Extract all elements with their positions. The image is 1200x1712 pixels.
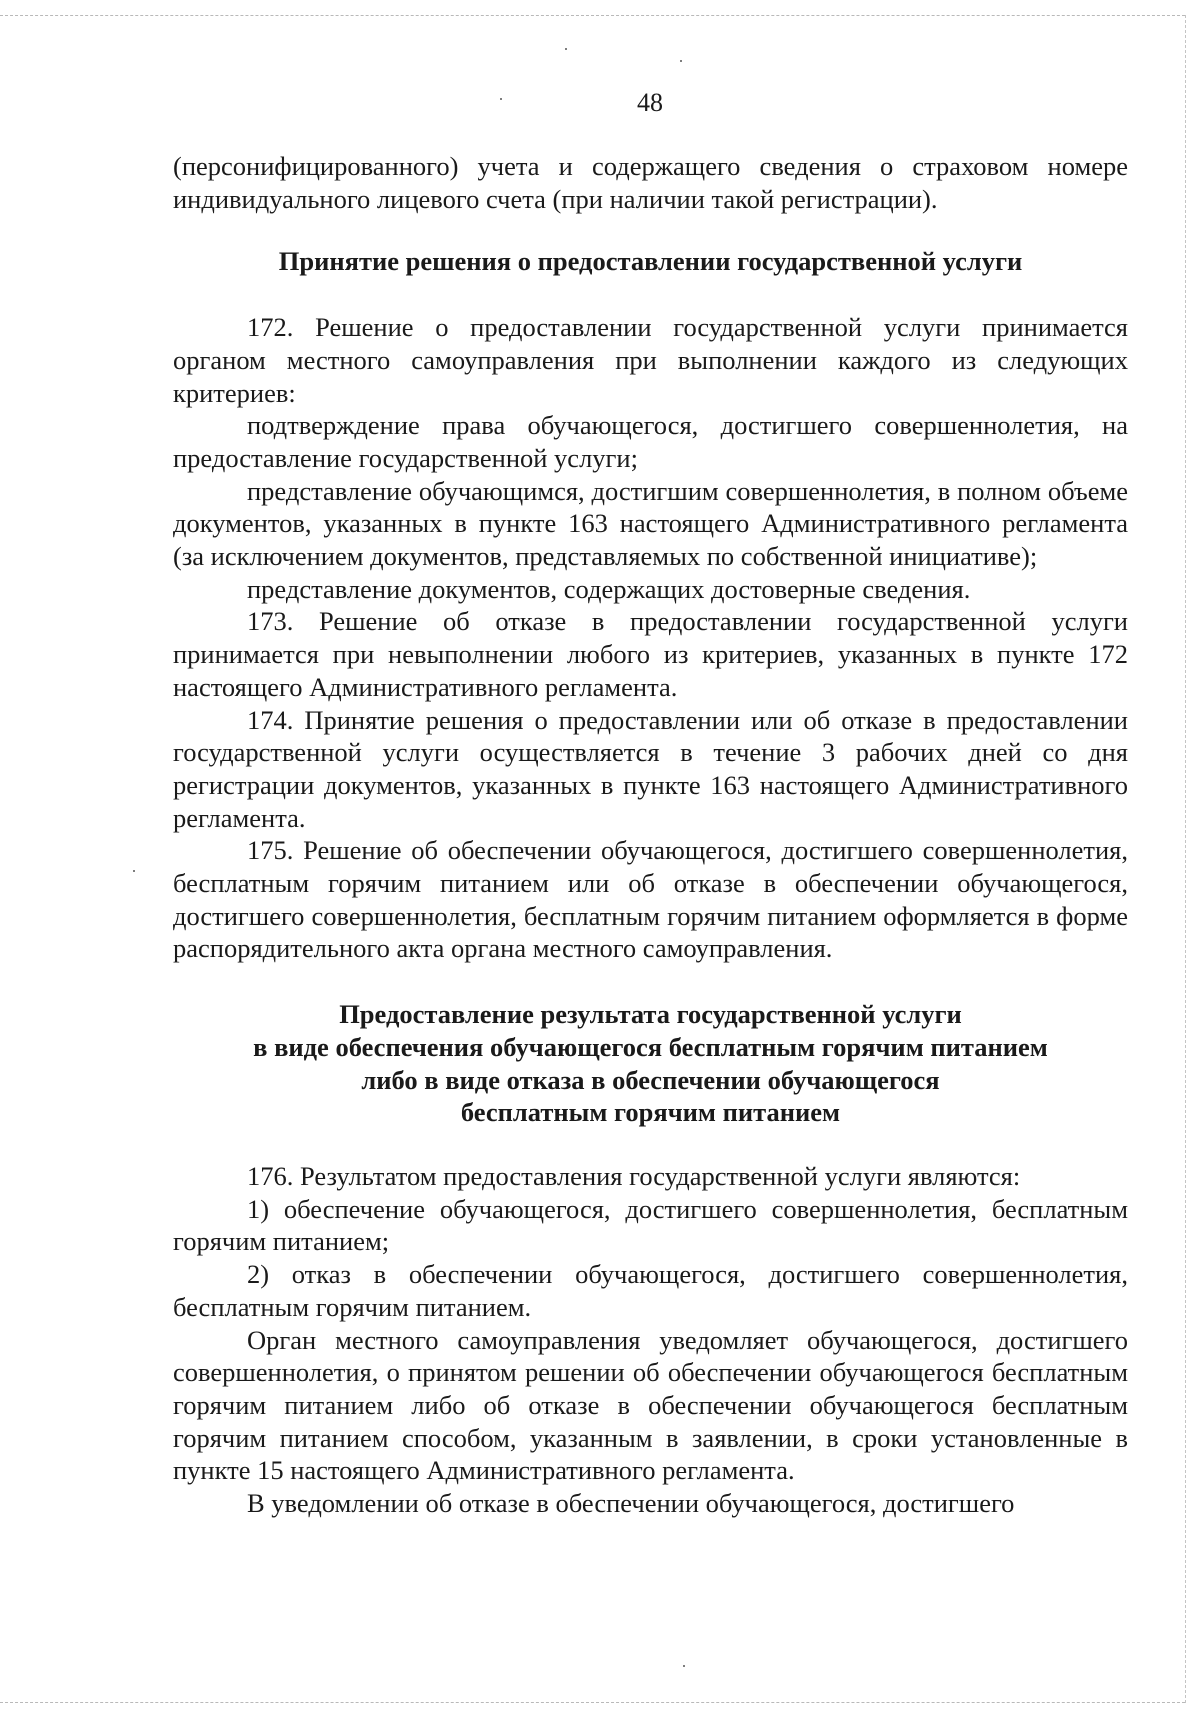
document-body bbox=[173, 150, 1128, 1520]
paragraph-174: 174. Принятие решения о предоставлении или об отказе в предоставлении государственной услуги осуществляется в течение 3 рабочих дней со дня регистрации документов, указанных в пункте 163 настоящего Административного регламента. bbox=[173, 704, 1128, 833]
section-heading-result bbox=[173, 998, 1128, 1129]
paragraph-refusal-notice: В уведомлении об отказе в обеспечении обучающегося, достигшего bbox=[247, 1488, 1015, 1519]
heading-line: в виде обеспечения обучающегося бесплатным горячим питанием bbox=[253, 1031, 1048, 1062]
result-item-1: 1) обеспечение обучающегося, достигшего совершеннолетия, бесплатным горячим питанием; bbox=[173, 1193, 1128, 1257]
paragraph-175: 175. Решение об обеспечении обучающегося, достигшего совершеннолетия, бесплатным горячим питанием или об отказе в обеспечении обучающегося, достигшего совершеннолетия, бесплатным горячим питанием оформляется в форме распорядительного акта органа местного самоуправления. bbox=[173, 835, 1128, 964]
paragraph-notification: Орган местного самоуправления уведомляет обучающегося, достигшего совершеннолетия, о принятом решении об обеспечении обучающегося бесплатным горячим питанием либо об отказе в обеспечении обучающегося бесплатным горячим питанием способом, указанным в заявлении, в сроки установленные в пункте 15 настоящего Административного регламента. bbox=[173, 1324, 1128, 1486]
heading-line: либо в виде отказа в обеспечении обучающегося bbox=[361, 1064, 940, 1095]
paragraph-continuation: (персонифицированного) учета и содержащего сведения о страховом номере индивидуального лицевого счета (при наличии такой регистрации). bbox=[173, 151, 1128, 214]
section-heading-decision: Принятие решения о предоставлении государственной услуги bbox=[278, 246, 1023, 277]
scan-speck bbox=[565, 48, 567, 50]
heading-line: Предоставление результата государственной услуги bbox=[339, 999, 962, 1030]
paragraph-176: 176. Результатом предоставления государственной услуги являются: bbox=[247, 1160, 1021, 1191]
criterion-2: представление обучающимся, достигшим совершеннолетия, в полном объеме документов, указанных в пункте 163 настоящего Административного регламента (за исключением документов, представляемых по собственной инициативе); bbox=[173, 475, 1128, 572]
scan-speck bbox=[133, 870, 135, 872]
scan-speck bbox=[683, 1665, 685, 1667]
heading-line: бесплатным горячим питанием bbox=[460, 1097, 841, 1128]
criterion-1: подтверждение права обучающегося, достигшего совершеннолетия, на предоставление государственной услуги; bbox=[173, 410, 1128, 473]
page-number: 48 bbox=[637, 88, 663, 117]
criterion-3: представление документов, содержащих достоверные сведения. bbox=[247, 573, 971, 604]
scan-border-right bbox=[1185, 15, 1186, 1703]
scan-border-top bbox=[0, 15, 1185, 16]
scan-border-bottom bbox=[0, 1702, 1185, 1703]
result-item-2: 2) отказ в обеспечении обучающегося, достигшего совершеннолетия, бесплатным горячим питанием. bbox=[173, 1259, 1128, 1322]
paragraph-172: 172. Решение о предоставлении государственной услуги принимается органом местного самоуправления при выполнении каждого из следующих критериев: bbox=[173, 312, 1128, 408]
scan-speck bbox=[680, 60, 682, 62]
paragraph-173: 173. Решение об отказе в предоставлении государственной услуги принимается при невыполнении любого из критериев, указанных в пункте 172 настоящего Административного регламента. bbox=[173, 606, 1128, 702]
